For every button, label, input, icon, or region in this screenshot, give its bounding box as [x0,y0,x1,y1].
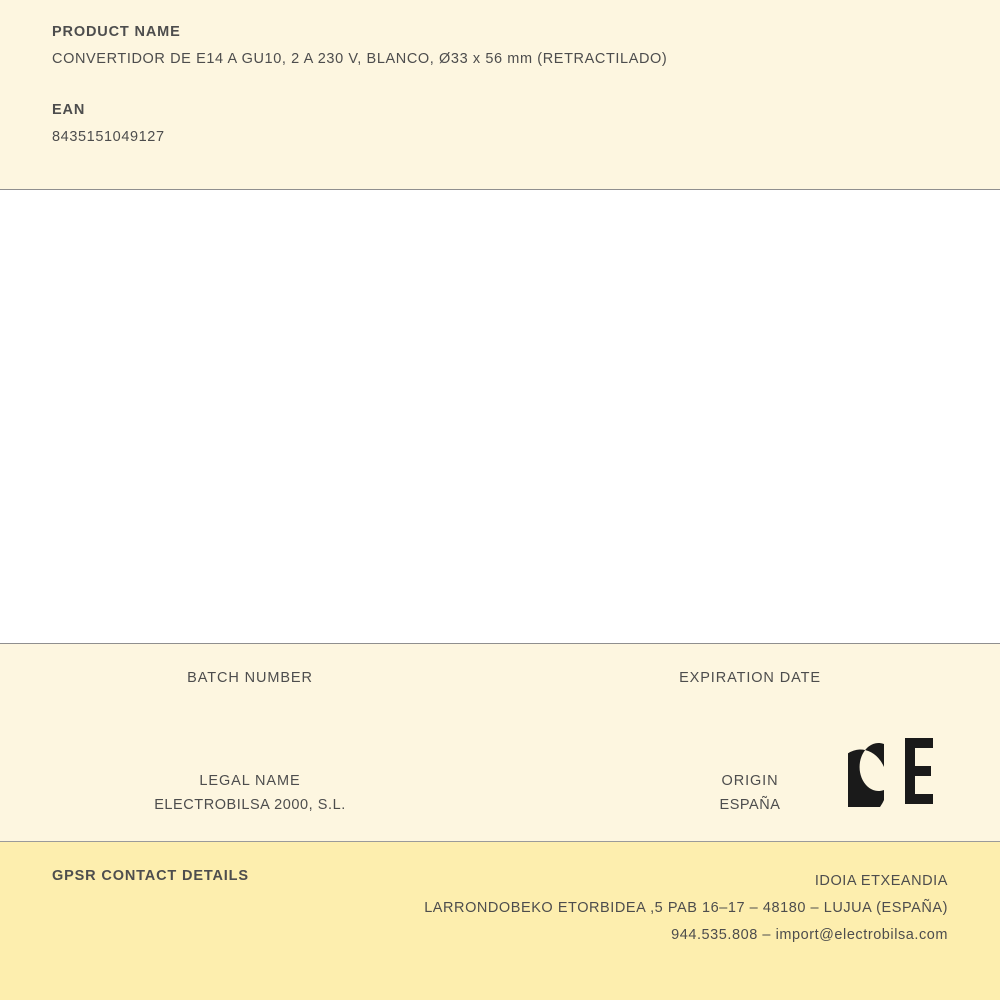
gpsr-contact-label: GPSR CONTACT DETAILS [52,868,249,884]
expiration-date-cell [500,670,1000,711]
gpsr-contact-phone-email: 944.535.808 – import@electrobilsa.com [671,926,948,943]
label-details-block [0,644,1000,842]
product-name-label: PRODUCT NAME [52,24,181,40]
ean-label: EAN [52,101,86,118]
expiration-date-label: EXPIRATION DATE [679,670,821,686]
gpsr-contact-address: LARRONDOBEKO ETORBIDEA ,5 PAB 16–17 – 48180 – LUJUA (ESPAÑA) [424,899,948,916]
legal-name-value: ELECTROBILSA 2000, S.L. [154,797,346,813]
ean-value: 8435151049127 [52,128,165,145]
origin-value: ESPAÑA [719,797,781,813]
spacer [52,69,948,102]
details-row-batch-expiration [0,670,1000,711]
batch-number-label: BATCH NUMBER [187,670,313,686]
legal-name-label: LEGAL NAME [199,773,301,789]
gpsr-contact-name: IDOIA ETXEANDIA [814,873,948,889]
gpsr-contact-block [0,842,1000,1000]
product-name-value: CONVERTIDOR DE E14 A GU10, 2 A 230 V, BLANCO, Ø33 x 56 mm (RETRACTILADO) [52,51,668,68]
batch-number-value [0,694,500,711]
expiration-date-value [500,694,1000,711]
legal-name-cell [0,773,500,814]
ce-marking-icon [848,737,948,807]
origin-label: ORIGIN [721,773,779,789]
batch-number-cell [0,670,500,711]
product-info-block [0,0,1000,190]
blank-content-area [0,190,1000,644]
